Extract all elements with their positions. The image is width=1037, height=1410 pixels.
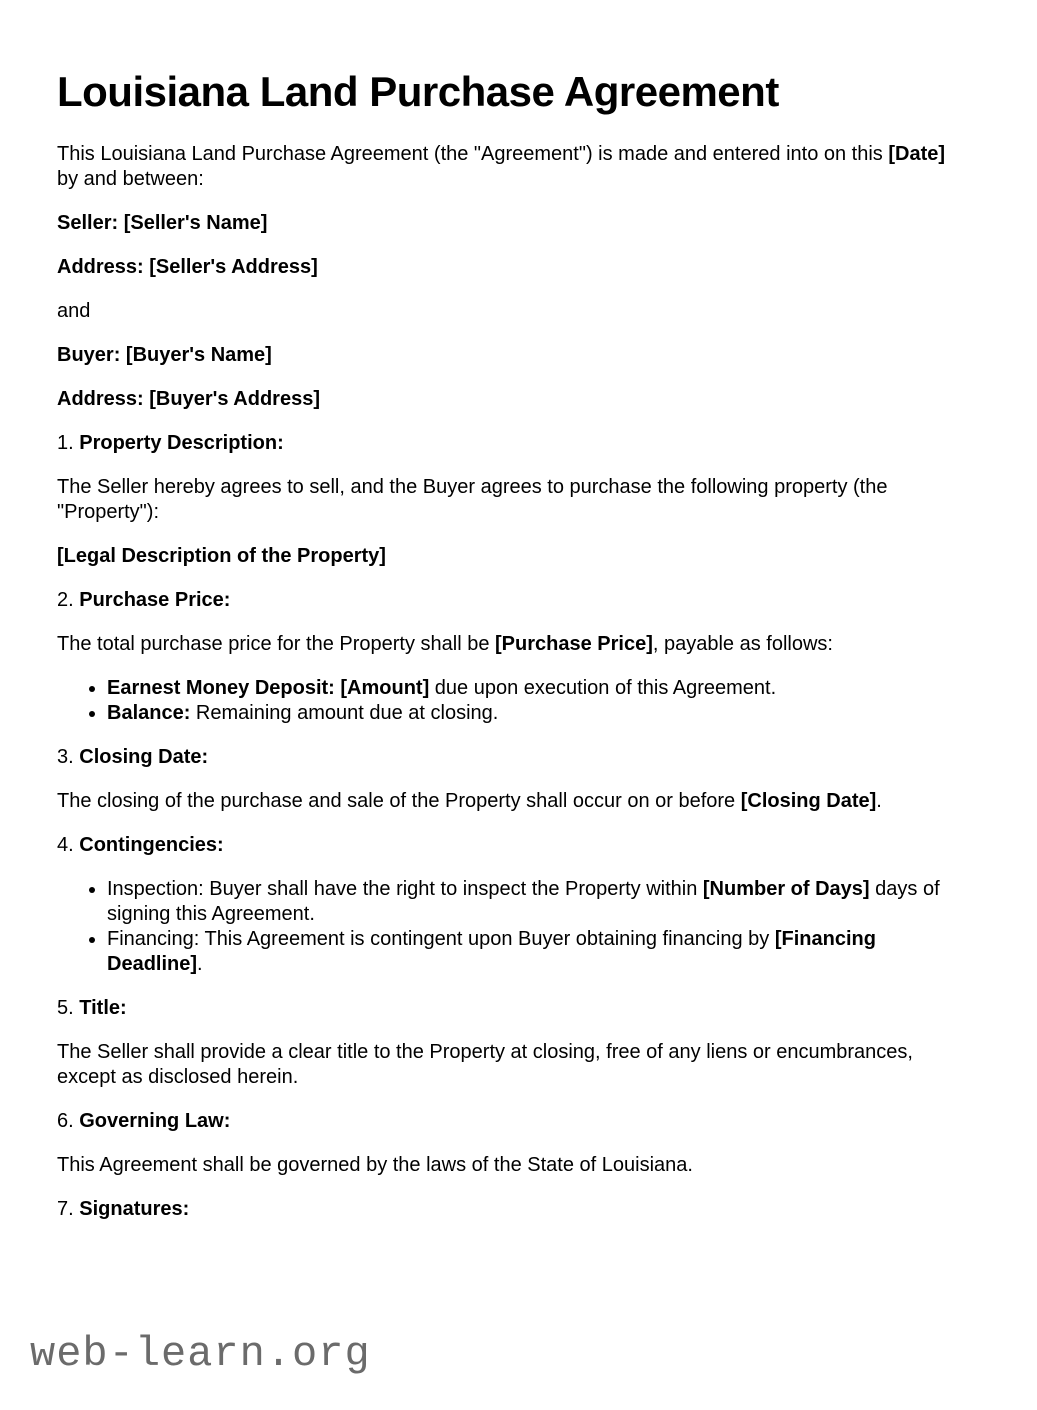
intro-paragraph — [57, 142, 965, 192]
text-segment: 7. — [57, 1198, 80, 1221]
financing-list-item — [107, 927, 965, 977]
conjunction-line — [57, 299, 965, 324]
section-2-heading — [57, 588, 965, 613]
text-segment: Remaining amount due at closing. — [190, 702, 499, 725]
bold-text-segment: Buyer: [Buyer's Name] — [57, 344, 272, 367]
text-segment: Inspection: Buyer shall have the right to inspect the Property within — [107, 878, 703, 901]
bold-text-segment: Property Description: — [79, 432, 284, 455]
bold-text-segment: [Legal Description of the Property] — [57, 545, 386, 568]
inspection-list-item — [107, 877, 965, 927]
text-segment: The total purchase price for the Property shall be — [57, 633, 496, 656]
section-3-body — [57, 789, 965, 814]
contingencies-bullet-list — [57, 877, 965, 977]
text-segment: This Agreement shall be governed by the laws of the State of Louisiana. — [57, 1154, 693, 1177]
text-segment: by and between: — [57, 168, 204, 191]
section-4-heading — [57, 833, 965, 858]
text-segment: 2. — [57, 589, 80, 612]
buyer-address-line — [57, 387, 965, 412]
bold-text-segment: Governing Law: — [79, 1110, 231, 1133]
text-segment: , payable as follows: — [652, 633, 833, 656]
text-segment: days of signing this Agreement. — [107, 878, 940, 926]
section-1-heading — [57, 431, 965, 456]
bold-text-segment: Seller: [Seller's Name] — [57, 212, 268, 235]
buyer-name-line — [57, 343, 965, 368]
section-2-body — [57, 632, 965, 657]
seller-address-line — [57, 255, 965, 280]
text-segment: The Seller hereby agrees to sell, and the Buyer agrees to purchase the following property (the "Property"): — [57, 476, 888, 524]
document-title: Louisiana Land Purchase Agreement — [57, 68, 779, 115]
text-segment: 6. — [57, 1110, 80, 1133]
section-6-body — [57, 1153, 965, 1178]
earnest-money-list-item — [107, 676, 965, 701]
section-3-heading — [57, 745, 965, 770]
text-segment: 1. — [57, 432, 80, 455]
bold-text-segment: Signatures: — [79, 1198, 190, 1221]
balance-list-item — [107, 701, 965, 726]
text-segment: Financing: This Agreement is contingent upon Buyer obtaining financing by — [107, 928, 775, 951]
bold-text-segment: Closing Date: — [79, 746, 209, 769]
text-segment: 3. — [57, 746, 80, 769]
text-segment: and — [57, 300, 91, 323]
text-segment: The Seller shall provide a clear title to the Property at closing, free of any liens or encumbrances, except as disclosed herein. — [57, 1041, 913, 1089]
text-segment: due upon execution of this Agreement. — [429, 677, 777, 700]
legal-description-placeholder — [57, 544, 965, 569]
bold-text-segment: Address: [Seller's Address] — [57, 256, 318, 279]
bold-text-segment: [Date] — [888, 143, 946, 166]
text-segment: . — [197, 953, 203, 976]
text-segment: The closing of the purchase and sale of the Property shall occur on or before — [57, 790, 741, 813]
section-5-heading — [57, 996, 965, 1021]
text-segment: 4. — [57, 834, 80, 857]
section-1-body — [57, 475, 965, 525]
bold-text-segment: [Purchase Price] — [495, 633, 653, 656]
bold-text-segment: [Closing Date] — [740, 790, 877, 813]
section-5-body — [57, 1040, 965, 1090]
bold-text-segment: Title: — [79, 997, 127, 1020]
section-7-heading — [57, 1197, 965, 1222]
bold-text-segment: Balance: — [107, 702, 191, 725]
bold-text-segment: [Number of Days] — [702, 878, 870, 901]
seller-name-line — [57, 211, 965, 236]
text-segment: . — [876, 790, 882, 813]
bold-text-segment: Purchase Price: — [79, 589, 231, 612]
section-6-heading — [57, 1109, 965, 1134]
watermark: web-learn.org — [30, 1330, 371, 1378]
payment-bullet-list — [57, 676, 965, 726]
bold-text-segment: Contingencies: — [79, 834, 224, 857]
bold-text-segment: [Financing Deadline] — [107, 928, 876, 976]
text-segment: 5. — [57, 997, 80, 1020]
document-page — [57, 68, 965, 1222]
bold-text-segment: Address: [Buyer's Address] — [57, 388, 320, 411]
text-segment: This Louisiana Land Purchase Agreement (the "Agreement") is made and entered into on this — [57, 143, 889, 166]
bold-text-segment: Earnest Money Deposit: [Amount] — [107, 677, 430, 700]
